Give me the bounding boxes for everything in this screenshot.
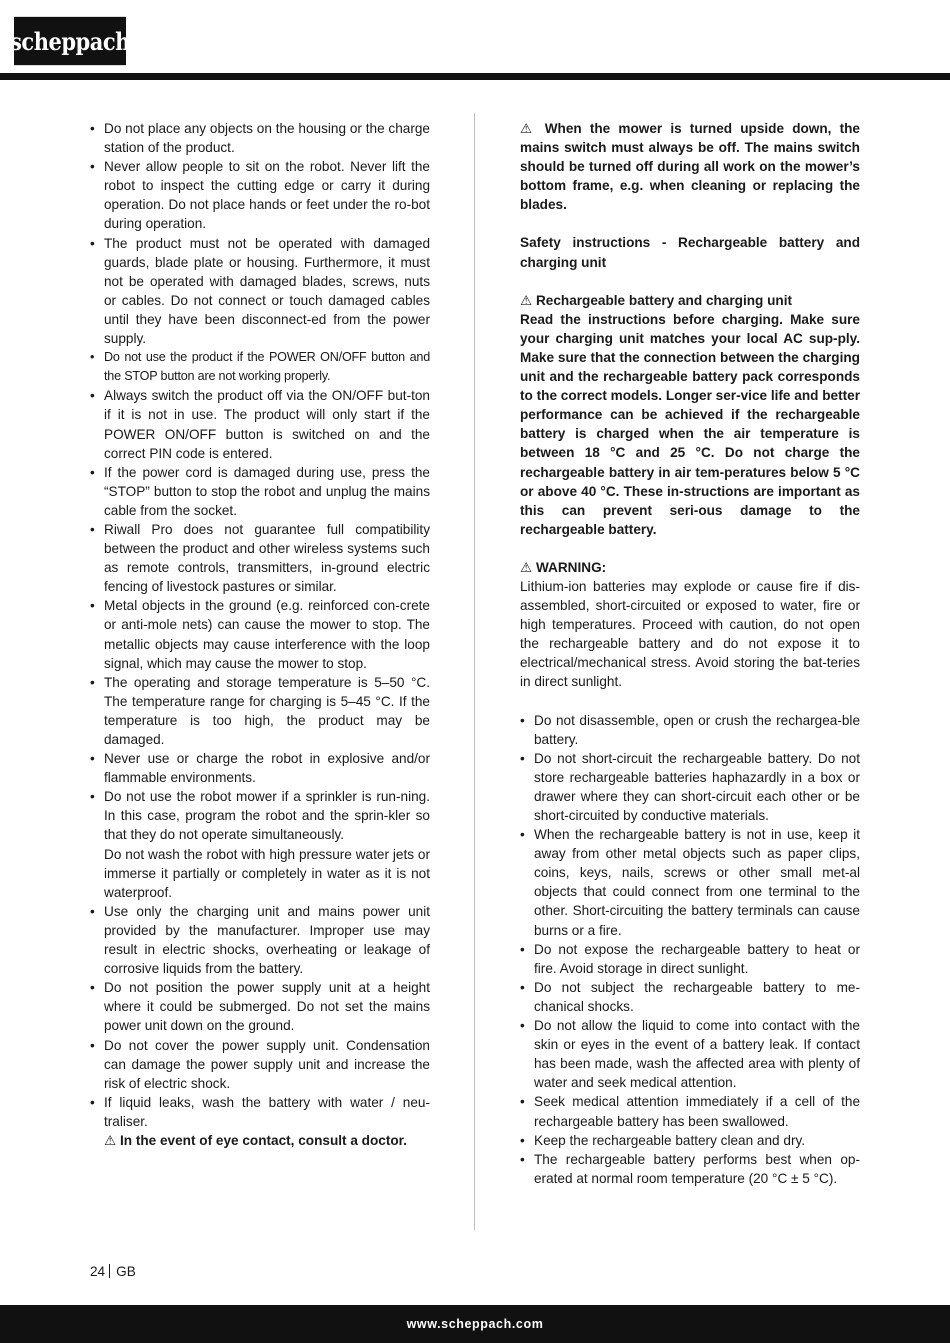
list-item: • Do not disassemble, open or crush the rechargea-ble battery.	[520, 711, 860, 749]
list-item: • Do not allow the liquid to come into contact with the skin or eyes in the event of a battery leak. If contact has been made, wash the affected area with plenty of water and seek medical attention.	[520, 1016, 860, 1092]
eye-contact-warning: ⚠ In the event of eye contact, consult a doctor.	[104, 1132, 407, 1148]
list-item: • If the power cord is damaged during use, press the “STOP” button to stop the robot and unplug the mains cable from the socket.	[90, 463, 430, 520]
list-item: • Keep the rechargeable battery clean and dry.	[520, 1131, 860, 1150]
list-item: • Do not subject the rechargeable battery to me-chanical shocks.	[520, 978, 860, 1016]
right-column	[520, 119, 860, 1188]
list-item: • Never allow people to sit on the robot. Never lift the robot to inspect the cutting edge or carry it during operation. Do not place hands or feet under the ro-bot during operation.	[90, 157, 430, 233]
page-number-value: 24	[90, 1264, 106, 1279]
list-item: • Use only the charging unit and mains power unit provided by the manufacturer. Improper use may result in electric shocks, overheating or leakage of corrosive liquids from the battery.	[90, 902, 430, 978]
battery-instructions: Read the instructions before charging. Make sure your charging unit matches your local AC sup-ply. Make sure that the connection between the charging unit and the rechargeable battery pack corresponds to the correct models. Longer ser-vice life and better performance can be achieved if the rechargeable battery is charged when the air temperature is between 18 °C and 25 °C. Do not charge the rechargeable battery in air tem-peratures below 5 °C or above 40 °C. These in-structions are important as this can prevent seri-ous damage to the rechargeable battery.	[520, 311, 860, 537]
list-item: • Never use or charge the robot in explosive and/or flammable environments.	[90, 749, 430, 787]
list-item: • The product must not be operated with damaged guards, blade plate or housing. Furthermore, it must not be operated with damaged blades, screws, nuts or cables. Do not connect or touch damaged cables until they have been disconnect-ed from the power supply.	[90, 234, 430, 349]
logo-text: scheppach	[10, 26, 130, 56]
list-item: • When the rechargeable battery is not in use, keep it away from other metal objects such as paper clips, coins, keys, nails, screws or other small met-al objects that could connect from one terminal to the other. Short-circuiting the battery terminals can cause burns or a fire.	[520, 825, 860, 940]
warning-text: Lithium-ion batteries may explode or cause fire if dis-assembled, short-circuited or exposed to water, fire or high temperatures. Proceed with caution, do not open the rechargeable battery and do not expose it to electrical/mechanical stress. Avoid storing the bat-teries in direct sunlight.	[520, 578, 860, 690]
list-item: • Do not expose the rechargeable battery to heat or fire. Avoid storage in direct sunlight.	[520, 940, 860, 978]
battery-heading: ⚠ Rechargeable battery and charging unit	[520, 292, 793, 308]
list-item: • Always switch the product off via the ON/OFF but-ton if it is not in use. The product will only start if the POWER ON/OFF button is switched on and the correct PIN code is entered.	[90, 386, 430, 462]
list-item-continuation: Do not wash the robot with high pressure water jets or immerse it partially or completely in water as it is not waterproof.	[104, 846, 430, 900]
header-rule	[0, 73, 950, 80]
list-item: • Do not place any objects on the housing or the charge station of the product.	[90, 119, 430, 157]
page-number	[90, 1264, 136, 1279]
list-item: • Riwall Pro does not guarantee full compatibility between the product and other wireless systems such as remote controls, transmitters, in-ground electric fencing of livestock pastures or similar.	[90, 520, 430, 596]
list-item: • The rechargeable battery performs best when op-erated at normal room temperature (20 °C ± 5 °C).	[520, 1150, 860, 1188]
footer-url[interactable]: www.scheppach.com	[406, 1317, 544, 1331]
list-item	[90, 787, 430, 902]
list-item: • Seek medical attention immediately if a cell of the rechargeable battery has been swallowed.	[520, 1092, 860, 1130]
language-code: GB	[116, 1264, 136, 1279]
list-item: • Do not short-circuit the rechargeable battery. Do not store rechargeable batteries haphazardly in a box or drawer where they can short-circuit each other or be short-circuited by conductive materials.	[520, 749, 860, 825]
battery-list	[520, 711, 860, 1188]
list-item: • Do not use the product if the POWER ON/OFF button and the STOP button are not working properly.	[90, 348, 430, 386]
safety-list	[90, 119, 430, 1131]
list-item: • Metal objects in the ground (e.g. reinforced con-crete or anti-mole nets) can cause the mower to stop. The metallic objects may cause interference with the loop signal, which may cause the mower to stop.	[90, 596, 430, 672]
page-number-separator	[109, 1264, 110, 1278]
mower-warning: ⚠ When the mower is turned upside down, the mains switch must always be off. The mains switch should be turned off during all work on the mower’s bottom frame, e.g. when cleaning or replacing the blades.	[520, 121, 860, 213]
column-divider	[474, 113, 475, 1230]
footer-bar	[0, 1305, 950, 1343]
brand-logo	[10, 17, 130, 65]
list-item: • The operating and storage temperature is 5–50 °C. The temperature range for charging is 5–45 °C. If the temperature is too high, the product may be damaged.	[90, 673, 430, 749]
list-item: • Do not position the power supply unit at a height where it could be submerged. Do not set the mains power unit down on the ground.	[90, 978, 430, 1035]
left-column	[90, 119, 430, 1150]
list-item: • Do not cover the power supply unit. Condensation can damage the power supply unit and increase the risk of electric shock.	[90, 1036, 430, 1093]
warning-heading: ⚠ WARNING:	[520, 559, 607, 575]
section-heading: Safety instructions - Rechargeable battery and charging unit	[520, 235, 860, 270]
list-item-text: Do not use the robot mower if a sprinkler is run-ning. In this case, program the robot and the sprin-kler so that they do not operate simultaneously.	[104, 789, 430, 843]
list-item: • If liquid leaks, wash the battery with water / neu-traliser.	[90, 1093, 430, 1131]
